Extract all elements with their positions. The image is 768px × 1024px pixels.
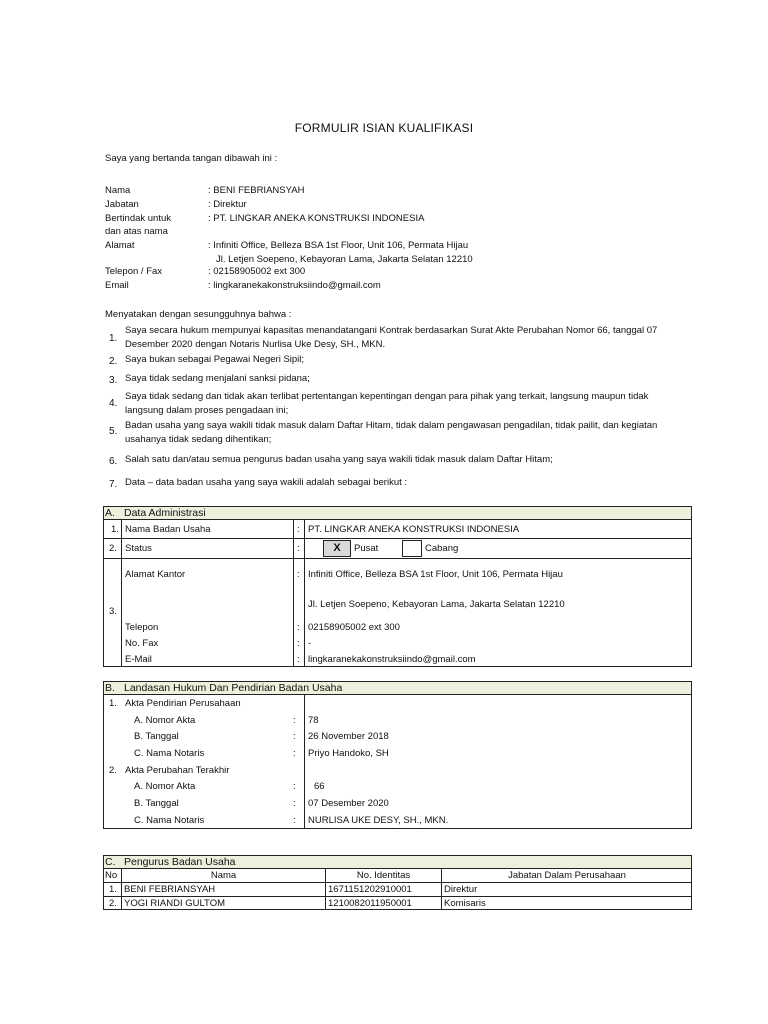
nama-notaris-value: NURLISA UKE DESY, SH., MKN. [308, 815, 449, 826]
section-a-header [103, 506, 692, 520]
statement-number: 3. [109, 375, 118, 386]
section-b-header [103, 681, 692, 695]
jabatan-label: Jabatan [105, 199, 139, 210]
nama-notaris-label: C. Nama Notaris [134, 815, 205, 826]
status-cabang-label: Cabang [425, 543, 459, 554]
nama-notaris-label: C. Nama Notaris [134, 748, 205, 759]
fax-label: No. Fax [125, 638, 159, 649]
statement-text: Saya tidak sedang menjalani sanksi pidana; [125, 373, 310, 384]
pengurus-jabatan: Direktur [444, 884, 478, 895]
row-number: 3. [109, 606, 117, 617]
statement-number: 6. [109, 456, 118, 467]
colon: : [293, 815, 296, 826]
section-c-header [103, 855, 692, 869]
statement-number: 7. [109, 479, 118, 490]
section-letter: C. [105, 856, 116, 868]
statement-text: Data – data badan usaha yang saya wakili adalah sebagai berikut : [125, 477, 408, 488]
colon: : [297, 654, 300, 665]
tanggal-value: 26 November 2018 [308, 731, 389, 742]
status-pusat-label: Pusat [354, 543, 379, 554]
nama-value: : BENI FEBRIANSYAH [208, 185, 305, 196]
row-number: 2. [109, 543, 117, 554]
nomor-akta-value: 78 [308, 715, 319, 726]
section-title: Data Administrasi [124, 507, 206, 519]
tanggal-value: 07 Desember 2020 [308, 798, 389, 809]
group-number: 2. [109, 765, 117, 776]
status-label: Status [125, 543, 152, 554]
section-letter: B. [105, 682, 115, 694]
page-title: FORMULIR ISIAN KUALIFIKASI [294, 121, 474, 135]
statement-text: Saya tidak sedang dan tidak akan terlibat pertentangan kepentingan dengan para pihak yang terkait, langsung maupun tidak langsung dalam proses pengadaan ini; [125, 391, 649, 416]
pengurus-nama: YOGI RIANDI GULTOM [124, 898, 225, 909]
header-jabatan: Jabatan Dalam Perusahaan [508, 870, 626, 881]
header-no: No [105, 870, 118, 881]
pengurus-identitas: 1671151202910001 [328, 884, 412, 895]
bertindak-value: : PT. LINGKAR ANEKA KONSTRUKSI INDONESIA [208, 213, 425, 224]
colon: : [293, 798, 296, 809]
nomor-akta-label: A. Nomor Akta [134, 715, 196, 726]
colon: : [293, 748, 296, 759]
pengurus-jabatan: Komisaris [444, 898, 486, 909]
email-value: lingkaranekakonstruksiindo@gmail.com [308, 654, 476, 665]
telepon-label: Telepon [125, 622, 159, 633]
header-nama: Nama [210, 870, 237, 881]
colon: : [297, 543, 300, 554]
row-number: 2. [109, 898, 117, 909]
row-number: 1. [111, 524, 119, 535]
bertindak-label: Bertindak untuk [105, 213, 172, 224]
alamat-kantor-value: Infiniti Office, Belleza BSA 1st Floor, Unit 106, Permata Hijau [308, 569, 563, 580]
statement-text: Saya bukan sebagai Pegawai Negeri Sipil; [125, 354, 305, 365]
statement-number: 1. [109, 333, 118, 344]
alamat-label: Alamat [105, 240, 135, 251]
declare-intro: Menyatakan dengan sesungguhnya bahwa : [105, 309, 292, 320]
jabatan-value: : Direktur [208, 199, 247, 210]
email-label: E-Mail [125, 654, 152, 665]
telepon-value: 02158905002 ext 300 [308, 622, 400, 633]
colon: : [293, 731, 296, 742]
group-number: 1. [109, 698, 117, 709]
nama-badan-usaha-value: PT. LINGKAR ANEKA KONSTRUKSI INDONESIA [308, 524, 520, 535]
colon: : [293, 715, 296, 726]
colon: : [297, 638, 300, 649]
section-letter: A. [105, 507, 115, 519]
status-pusat-checkbox[interactable]: X [323, 540, 351, 557]
nama-label: Nama [105, 185, 131, 196]
section-title: Landasan Hukum Dan Pendirian Badan Usaha [124, 682, 343, 694]
colon: : [297, 524, 300, 535]
telepon-value: : 02158905002 ext 300 [208, 266, 306, 277]
tanggal-label: B. Tanggal [134, 731, 179, 742]
colon: : [297, 569, 300, 580]
statement-text: Salah satu dan/atau semua pengurus badan usaha yang saya wakili tidak masuk dalam Daftar Hitam; [125, 454, 553, 465]
header-identitas: No. Identitas [356, 870, 411, 881]
statement-text: Badan usaha yang saya wakili tidak masuk dalam Daftar Hitam, tidak dalam pengawasan pengadilan, tidak pailit, dan kegiatan usahanya tidak sedang dihentikan; [125, 420, 658, 445]
tanggal-label: B. Tanggal [134, 798, 179, 809]
nomor-akta-label: A. Nomor Akta [134, 781, 196, 792]
intro-text: Saya yang bertanda tangan dibawah ini : [105, 153, 278, 164]
alamat-value: : Infiniti Office, Belleza BSA 1st Floor, Unit 106, Permata Hijau [208, 240, 469, 251]
alamat-kantor-label: Alamat Kantor [125, 569, 186, 580]
nomor-akta-value: 66 [314, 781, 325, 792]
email-label: Email [105, 280, 129, 291]
alamat-value-cont: Jl. Letjen Soepeno, Kebayoran Lama, Jakarta Selatan 12210 [216, 254, 473, 265]
email-value: : lingkaranekakonstruksiindo@gmail.com [208, 280, 381, 291]
bertindak-label-cont: dan atas nama [105, 226, 168, 237]
section-title: Pengurus Badan Usaha [124, 856, 236, 868]
statement-number: 2. [109, 356, 118, 367]
akta-perubahan-title: Akta Perubahan Terakhir [125, 765, 230, 776]
nama-badan-usaha-label: Nama Badan Usaha [125, 524, 211, 535]
nama-notaris-value: Priyo Handoko, SH [308, 748, 389, 759]
statement-number: 5. [109, 426, 118, 437]
pengurus-identitas: 1210082011950001 [328, 898, 412, 909]
fax-value: - [308, 638, 312, 649]
colon: : [293, 781, 296, 792]
alamat-kantor-value-cont: Jl. Letjen Soepeno, Kebayoran Lama, Jakarta Selatan 12210 [308, 599, 565, 610]
akta-pendirian-title: Akta Pendirian Perusahaan [125, 698, 241, 709]
pengurus-nama: BENI FEBRIANSYAH [124, 884, 216, 895]
row-number: 1. [109, 884, 117, 895]
statement-text: Saya secara hukum mempunyai kapasitas menandatangani Kontrak berdasarkan Surat Akte Perubahan Nomor 66, tanggal 07 Desember 2020 dengan Notaris Nurlisa Uke Desy, SH., MKN. [125, 325, 658, 350]
status-cabang-checkbox[interactable] [402, 540, 422, 557]
colon: : [297, 622, 300, 633]
statement-number: 4. [109, 398, 118, 409]
telepon-label: Telepon / Fax [105, 266, 163, 277]
